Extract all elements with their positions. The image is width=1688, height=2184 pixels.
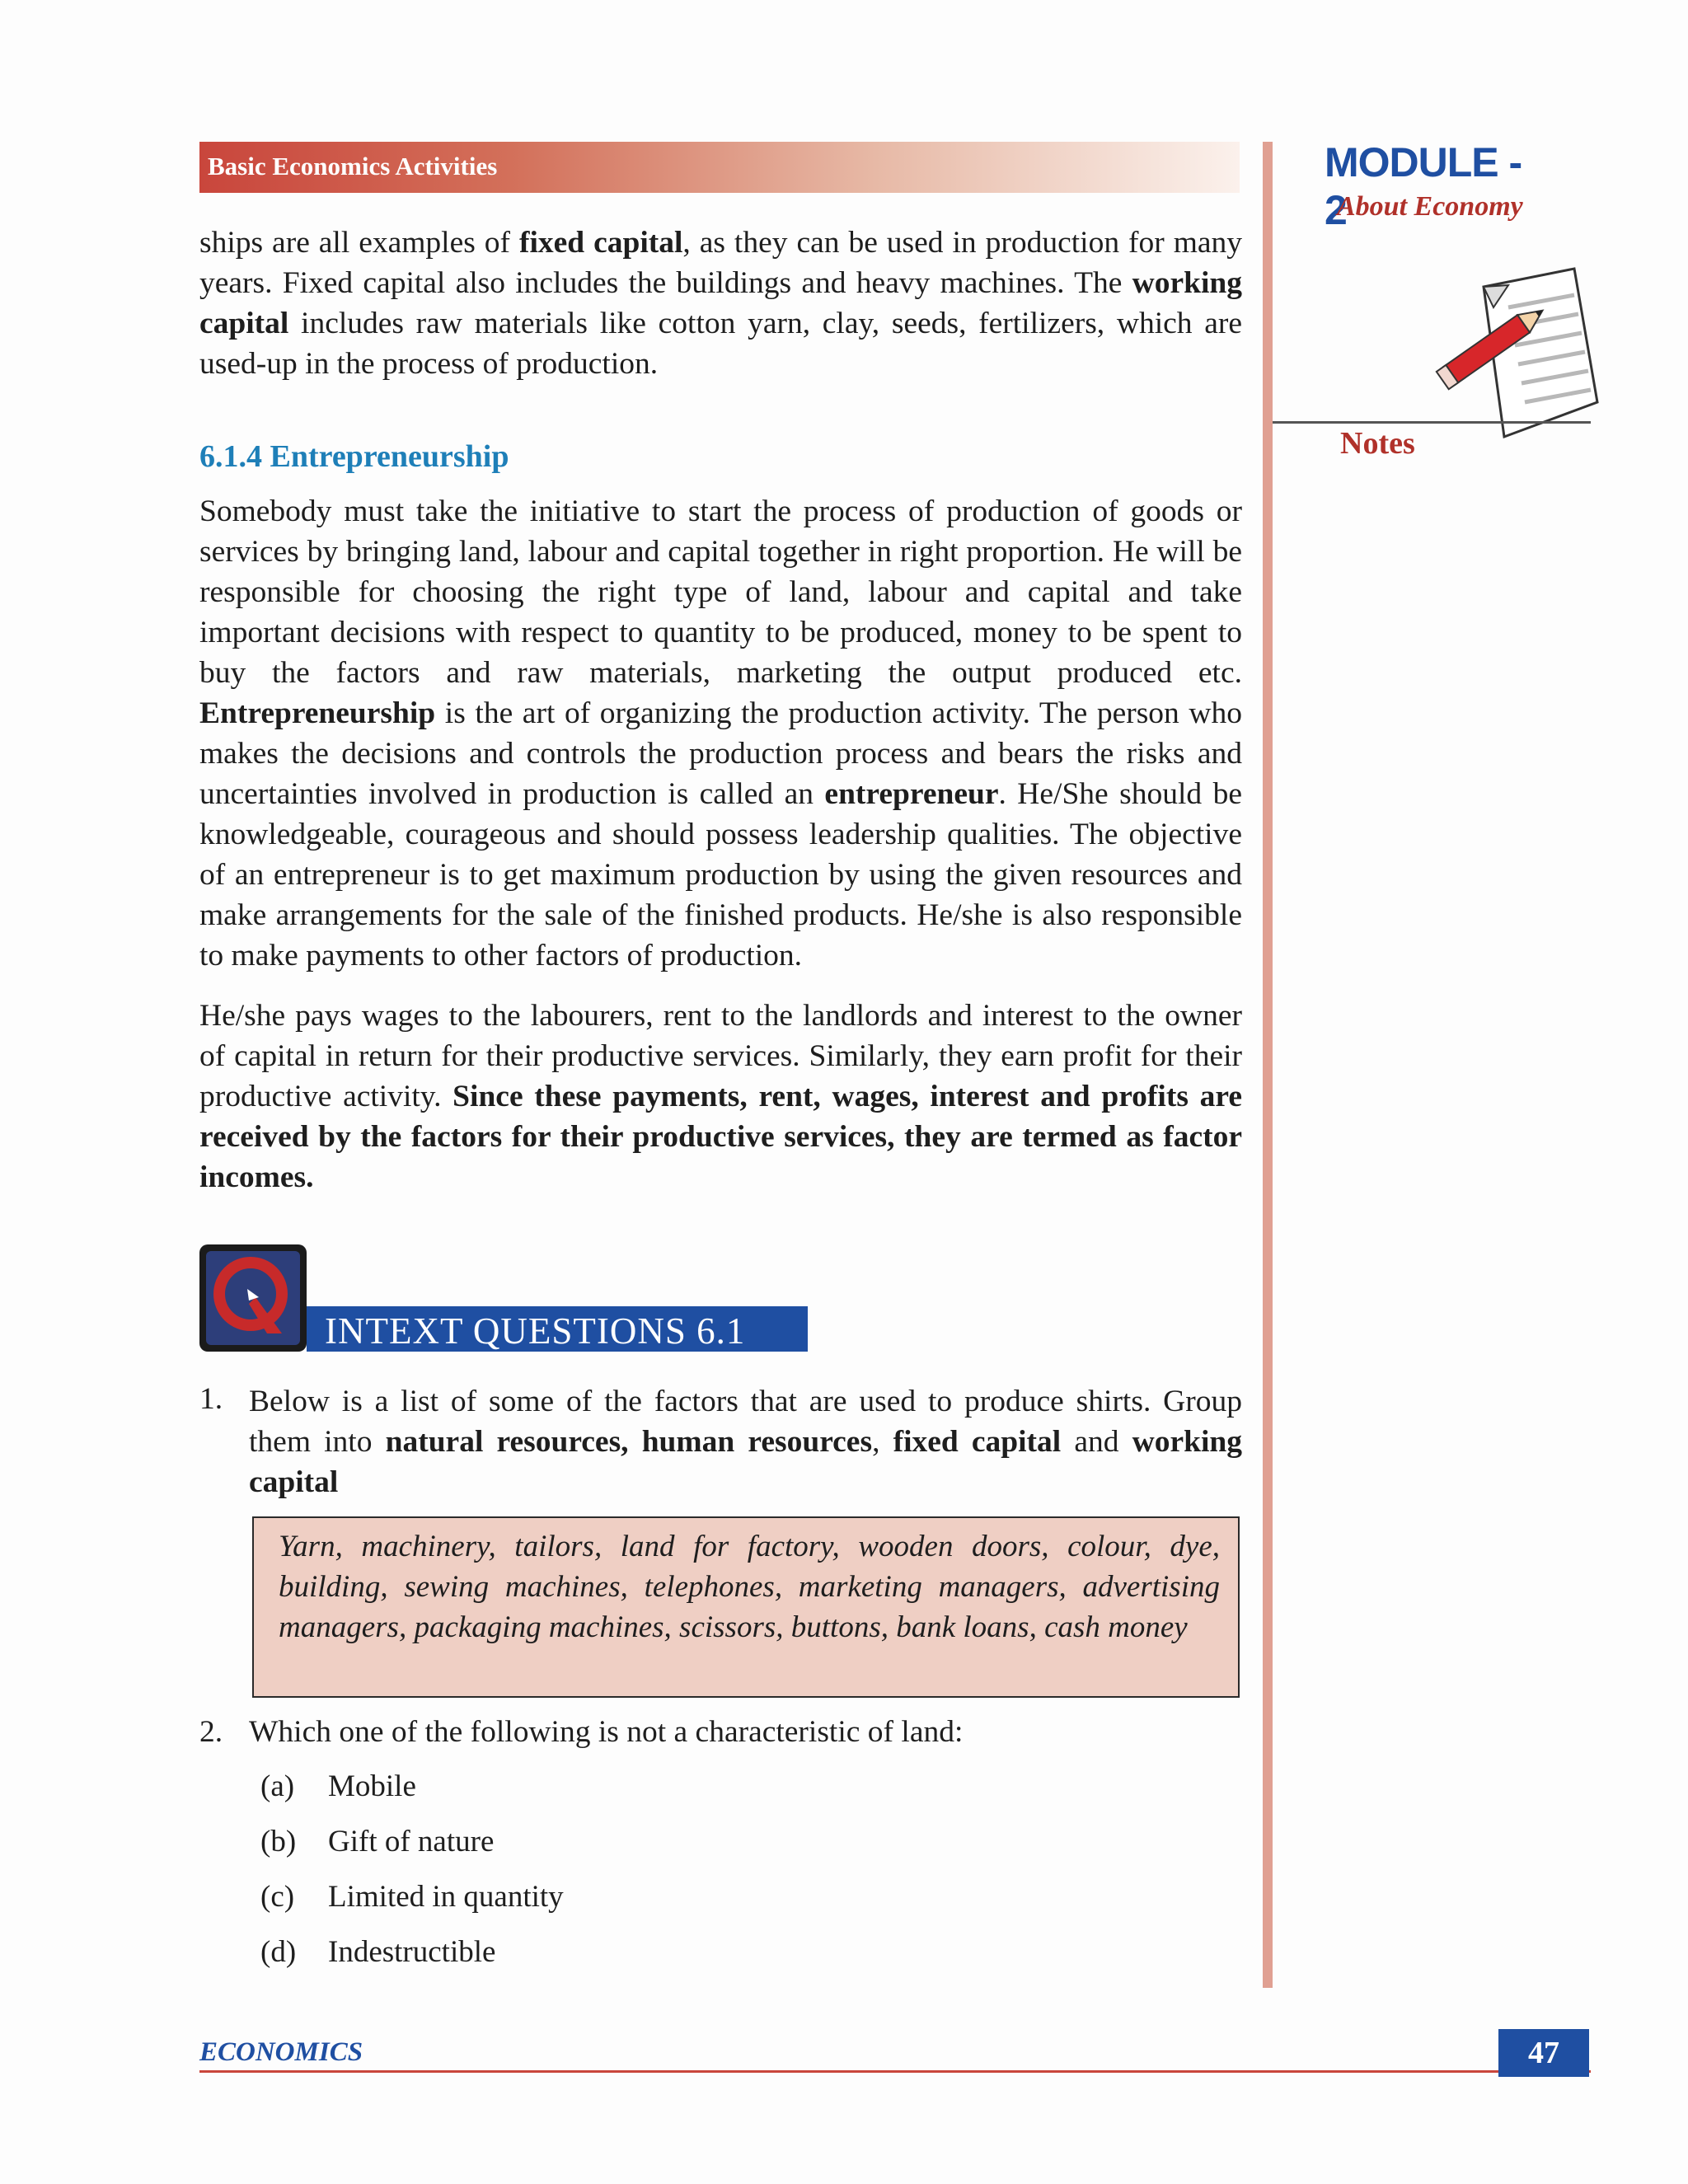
module-subtitle: About Economy	[1337, 191, 1523, 222]
factor-incomes-paragraph: He/she pays wages to the labourers, rent to the landlords and interest to the owner of capital in return for their productive services. Similarly, they earn profit for their productive activity. Since these payments, rent, wages, interest and profits are received by the factors for their productive services, they are termed as factor incomes.	[199, 999, 1242, 1194]
footer-title: ECONOMICS	[199, 2037, 363, 2067]
factor-list-box	[252, 1516, 1240, 1698]
entrepreneurship-paragraph: Somebody must take the initiative to start the process of production of goods or services by bringing land, labour and capital together in right proportion. He will be responsible for choosing the right type of land, labour and capital and take important decisions with respect to quantity to be produced, money to be spent to buy the factors and raw materials, marketing the output produced etc. Entrepreneurship is the art of organizing the production activity. The person who makes the decisions and controls the production process and bears the risks and uncertainties involved in production is called an entrepreneur. He/She should be knowledgeable, courageous and should possess leadership qualities. The objective of an entrepreneur is to get maximum production by using the given resources and make arrangements for the sale of the finished products. He/she is also responsible to make payments to other factors of production.	[199, 494, 1242, 972]
option-text: Limited in quantity	[328, 1880, 564, 1914]
intext-questions-heading: INTEXT QUESTIONS 6.1	[307, 1306, 808, 1352]
footer-rule	[199, 2070, 1591, 2073]
option-label: (a)	[260, 1769, 295, 1803]
intro-paragraph-container	[199, 223, 1242, 384]
notes-icon	[1426, 262, 1599, 460]
option-label: (c)	[260, 1880, 295, 1914]
notes-label: Notes	[1340, 426, 1415, 461]
section-body	[199, 491, 1242, 1197]
factor-list-text: Yarn, machinery, tailors, land for factory, wooden doors, colour, dye, building, sewing machines, telephones, marketing managers, advertising managers, packaging machines, scissors, buttons, bank loans, cash money	[279, 1530, 1220, 1644]
option-text: Mobile	[328, 1769, 416, 1803]
option-label: (b)	[260, 1825, 297, 1858]
section-heading: 6.1.4 Entrepreneurship	[199, 439, 509, 474]
running-title: Basic Economics Activities	[208, 152, 498, 180]
question-1-number: 1.	[199, 1382, 223, 1416]
option-text: Gift of nature	[328, 1825, 495, 1858]
question-1	[249, 1381, 1242, 1502]
margin-rule	[1263, 142, 1273, 1988]
notes-divider	[1273, 421, 1591, 424]
page-number: 47	[1498, 2029, 1589, 2077]
option-label: (d)	[260, 1935, 297, 1969]
intro-paragraph: ships are all examples of fixed capital, as they can be used in production for many years. Fixed capital also includes the buildings and heavy machines. The working capital includes raw materials like cotton yarn, clay, seeds, fertilizers, which are used-up in the process of production.	[199, 226, 1243, 381]
question-2-number: 2.	[199, 1715, 223, 1749]
question-1-text: Below is a list of some of the factors that are used to produce shirts. Group them into natural resources, human resources, fixed capital and working capital	[249, 1385, 1243, 1499]
question-badge-icon	[199, 1244, 307, 1352]
option-text: Indestructible	[328, 1935, 496, 1969]
module-label: MODULE - 2	[1325, 139, 1522, 233]
question-2-text: Which one of the following is not a characteristic of land:	[249, 1715, 964, 1749]
running-header	[199, 142, 1240, 193]
